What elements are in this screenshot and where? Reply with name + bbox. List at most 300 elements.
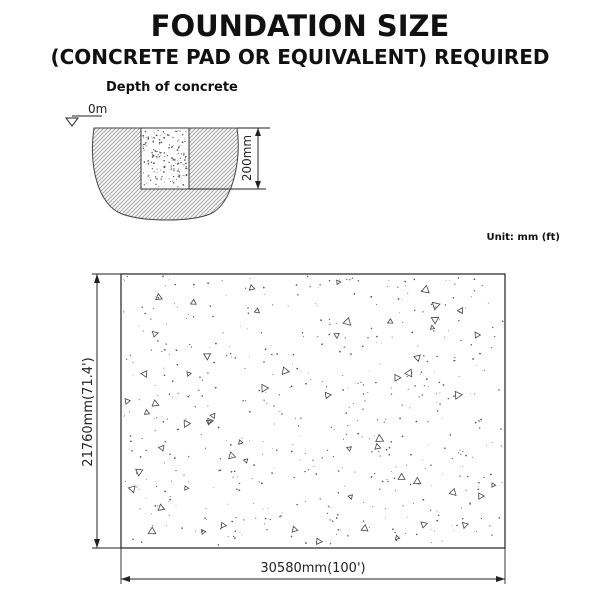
aggregate-speckle: [163, 368, 164, 369]
aggregate-speckle: [489, 525, 490, 526]
aggregate-speckle: [479, 353, 481, 355]
aggregate-speckle: [164, 182, 165, 183]
aggregate-speckle: [291, 386, 293, 388]
aggregate-speckle: [175, 131, 176, 132]
aggregate-speckle: [339, 351, 341, 353]
aggregate-speckle: [149, 177, 150, 178]
aggregate-speckle: [171, 481, 172, 482]
aggregate-speckle: [337, 514, 339, 516]
aggregate-speckle: [234, 470, 236, 472]
aggregate-speckle: [180, 162, 181, 163]
aggregate-speckle: [357, 383, 358, 384]
page-subtitle: (CONCRETE PAD OR EQUIVALENT) REQUIRED: [50, 45, 550, 69]
aggregate-speckle: [405, 533, 406, 534]
aggregate-speckle: [444, 447, 446, 449]
aggregate-speckle: [168, 147, 170, 149]
aggregate-speckle: [271, 354, 273, 356]
aggregate-speckle: [156, 135, 157, 136]
aggregate-speckle: [158, 297, 160, 299]
aggregate-speckle: [146, 137, 147, 138]
aggregate-speckle: [151, 162, 152, 163]
aggregate-speckle: [456, 525, 458, 527]
aggregate-speckle: [177, 186, 178, 187]
aggregate-speckle: [394, 532, 395, 533]
aggregate-speckle: [317, 336, 318, 337]
aggregate-speckle: [142, 135, 144, 137]
aggregate-speckle: [336, 517, 338, 519]
depth-arrow-bottom: [255, 181, 261, 189]
aggregate-speckle: [292, 364, 293, 365]
aggregate-speckle: [159, 151, 160, 152]
aggregate-speckle: [186, 168, 187, 169]
aggregate-speckle: [146, 145, 147, 146]
aggregate-speckle: [292, 444, 293, 445]
aggregate-speckle: [170, 181, 171, 182]
aggregate-speckle: [329, 324, 330, 325]
aggregate-speckle: [172, 380, 174, 382]
aggregate-speckle: [502, 482, 503, 483]
aggregate-speckle: [171, 157, 172, 158]
aggregate-speckle: [385, 518, 386, 519]
aggregate-speckle: [250, 278, 251, 279]
aggregate-speckle: [173, 168, 174, 169]
aggregate-speckle: [171, 166, 172, 167]
aggregate-speckle: [239, 532, 240, 533]
aggregate-speckle: [434, 531, 435, 532]
aggregate-speckle: [139, 489, 140, 490]
aggregate-speckle: [376, 342, 377, 343]
aggregate-speckle: [179, 176, 181, 178]
aggregate-speckle: [297, 294, 298, 295]
aggregate-speckle: [345, 337, 346, 338]
aggregate-speckle: [183, 164, 184, 165]
aggregate-speckle: [428, 444, 429, 445]
aggregate-speckle: [305, 383, 307, 385]
aggregate-speckle: [442, 418, 443, 419]
aggregate-speckle: [440, 404, 441, 405]
aggregate-speckle: [153, 138, 154, 139]
aggregate-speckle: [295, 418, 296, 419]
aggregate-speckle: [483, 477, 484, 478]
aggregate-speckle: [326, 386, 327, 387]
aggregate-speckle: [319, 284, 320, 285]
aggregate-speckle: [386, 479, 387, 480]
aggregate-speckle: [452, 526, 453, 527]
aggregate-speckle: [164, 374, 166, 376]
aggregate-speckle: [274, 424, 275, 425]
aggregate-speckle: [454, 357, 455, 358]
aggregate-speckle: [177, 149, 179, 151]
aggregate-speckle: [152, 157, 153, 158]
aggregate-speckle: [439, 403, 440, 404]
aggregate-speckle: [201, 395, 203, 397]
aggregate-speckle: [145, 131, 147, 133]
aggregate-speckle: [167, 155, 168, 156]
aggregate-speckle: [255, 518, 256, 519]
aggregate-speckle: [185, 131, 186, 132]
aggregate-speckle: [482, 285, 483, 286]
aggregate-speckle: [148, 163, 149, 164]
aggregate-speckle: [144, 313, 146, 315]
aggregate-speckle: [130, 354, 131, 355]
aggregate-speckle: [194, 287, 195, 288]
aggregate-speckle: [500, 428, 502, 430]
aggregate-speckle: [376, 304, 377, 305]
aggregate-speckle: [171, 168, 172, 169]
aggregate-speckle: [141, 541, 143, 543]
aggregate-speckle: [177, 160, 178, 161]
aggregate-speckle: [164, 166, 165, 167]
aggregate-speckle: [126, 359, 127, 360]
aggregate-speckle: [220, 469, 222, 471]
aggregate-speckle: [263, 287, 265, 289]
aggregate-speckle: [327, 513, 328, 514]
aggregate-speckle: [235, 517, 236, 518]
aggregate-speckle: [240, 326, 241, 327]
aggregate-speckle: [469, 504, 470, 505]
aggregate-speckle: [338, 529, 340, 531]
aggregate-speckle: [233, 536, 234, 537]
aggregate-speckle: [172, 137, 173, 138]
aggregate-speckle: [172, 397, 173, 398]
aggregate-speckle: [157, 168, 158, 169]
aggregate-speckle: [151, 513, 152, 514]
aggregate-speckle: [346, 279, 347, 280]
aggregate-speckle: [279, 516, 281, 518]
aggregate-speckle: [390, 441, 392, 443]
aggregate-speckle: [369, 438, 370, 439]
aggregate-speckle: [161, 142, 163, 144]
aggregate-speckle: [183, 154, 184, 155]
aggregate-speckle: [306, 542, 307, 543]
aggregate-speckle: [453, 395, 455, 397]
width-label: 30580mm(100'): [260, 561, 366, 576]
aggregate-speckle: [169, 279, 170, 280]
aggregate-speckle: [458, 452, 459, 453]
aggregate-speckle: [333, 456, 334, 457]
aggregate-speckle: [443, 473, 444, 474]
aggregate-speckle: [305, 453, 306, 454]
aggregate-speckle: [261, 332, 262, 333]
aggregate-speckle: [233, 477, 234, 478]
aggregate-speckle: [387, 286, 388, 287]
aggregate-speckle: [181, 153, 182, 154]
aggregate-speckle: [177, 170, 179, 172]
aggregate-speckle: [146, 479, 147, 480]
aggregate-speckle: [347, 425, 348, 426]
aggregate-speckle: [402, 322, 403, 323]
aggregate-speckle: [282, 512, 283, 513]
aggregate-speckle: [460, 340, 461, 341]
aggregate-speckle: [159, 156, 160, 157]
aggregate-speckle: [173, 170, 174, 171]
aggregate-speckle: [352, 278, 353, 279]
aggregate-speckle: [188, 482, 189, 483]
aggregate-speckle: [475, 422, 477, 424]
aggregate-speckle: [155, 156, 156, 157]
aggregate-speckle: [166, 525, 167, 526]
aggregate-speckle: [330, 323, 331, 324]
aggregate-speckle: [133, 375, 134, 376]
aggregate-speckle: [271, 345, 272, 346]
aggregate-speckle: [163, 171, 164, 172]
aggregate-speckle: [178, 163, 180, 165]
aggregate-speckle: [382, 481, 384, 483]
aggregate-speckle: [342, 389, 344, 391]
aggregate-speckle: [378, 451, 379, 452]
aggregate-speckle: [474, 278, 476, 280]
aggregate-speckle: [391, 394, 392, 395]
aggregate-speckle: [189, 344, 190, 345]
aggregate-speckle: [293, 354, 294, 355]
aggregate-speckle: [339, 279, 340, 280]
aggregate-speckle: [346, 434, 347, 435]
aggregate-speckle: [471, 344, 473, 346]
aggregate-speckle: [244, 368, 245, 369]
aggregate-speckle: [173, 159, 174, 160]
aggregate-speckle: [258, 390, 260, 392]
aggregate-speckle: [367, 392, 368, 393]
aggregate-speckle: [234, 537, 236, 539]
aggregate-speckle: [227, 504, 228, 505]
aggregate-speckle: [420, 374, 421, 375]
aggregate-speckle: [262, 454, 263, 455]
aggregate-speckle: [176, 179, 177, 180]
aggregate-speckle: [184, 139, 185, 140]
aggregate-speckle: [175, 470, 176, 471]
aggregate-speckle: [177, 393, 178, 394]
aggregate-speckle: [266, 403, 267, 404]
aggregate-speckle: [344, 347, 345, 348]
depth-label: 200mm: [240, 134, 254, 182]
aggregate-speckle: [184, 159, 186, 161]
aggregate-speckle: [448, 398, 449, 399]
aggregate-speckle: [161, 176, 162, 177]
aggregate-speckle: [427, 421, 428, 422]
aggregate-speckle: [130, 435, 132, 437]
aggregate-speckle: [154, 132, 155, 133]
aggregate-speckle: [168, 178, 169, 179]
aggregate-speckle: [276, 449, 278, 451]
aggregate-speckle: [409, 407, 410, 408]
aggregate-speckle: [265, 348, 267, 350]
aggregate-speckle: [158, 395, 159, 396]
aggregate-speckle: [154, 150, 156, 152]
aggregate-speckle: [247, 328, 248, 329]
aggregate-speckle: [481, 518, 482, 519]
aggregate-speckle: [428, 386, 429, 387]
aggregate-speckle: [391, 388, 392, 389]
aggregate-speckle: [222, 332, 223, 333]
aggregate-speckle: [340, 530, 341, 531]
aggregate-speckle: [345, 412, 347, 414]
aggregate-speckle: [431, 542, 432, 543]
aggregate-speckle: [427, 361, 428, 362]
aggregate-speckle: [155, 176, 157, 178]
aggregate-speckle: [130, 441, 132, 443]
aggregate-speckle: [336, 323, 337, 324]
aggregate-speckle: [287, 371, 288, 372]
aggregate-speckle: [298, 425, 299, 426]
aggregate-speckle: [147, 138, 149, 140]
aggregate-speckle: [158, 130, 159, 131]
aggregate-speckle: [388, 454, 390, 456]
aggregate-speckle: [179, 174, 181, 176]
aggregate-speckle: [395, 490, 396, 491]
aggregate-speckle: [478, 486, 479, 487]
aggregate-speckle: [265, 518, 267, 520]
aggregate-speckle: [369, 527, 370, 528]
aggregate-speckle: [321, 343, 323, 345]
aggregate-speckle: [478, 420, 479, 421]
aggregate-speckle: [124, 415, 125, 416]
aggregate-speckle: [308, 373, 309, 374]
aggregate-speckle: [349, 279, 350, 280]
aggregate-speckle: [431, 529, 432, 530]
aggregate-speckle: [363, 521, 364, 522]
aggregate-speckle: [414, 385, 416, 387]
aggregate-speckle: [363, 502, 364, 503]
concrete-pad-plan: [121, 274, 505, 548]
aggregate-speckle: [436, 356, 438, 358]
aggregate-speckle: [360, 382, 361, 383]
aggregate-speckle: [189, 395, 190, 396]
aggregate-speckle: [150, 180, 151, 181]
aggregate-speckle: [416, 534, 418, 536]
aggregate-speckle: [328, 506, 329, 507]
aggregate-speckle: [220, 458, 221, 459]
aggregate-speckle: [414, 279, 416, 281]
aggregate-speckle: [166, 343, 167, 344]
aggregate-speckle: [169, 515, 170, 516]
aggregate-speckle: [448, 330, 449, 331]
aggregate-speckle: [320, 319, 322, 321]
aggregate-speckle: [434, 372, 435, 373]
level-marker-icon: [66, 118, 78, 126]
aggregate-speckle: [153, 162, 155, 164]
aggregate-speckle: [304, 471, 305, 472]
aggregate-speckle: [175, 457, 176, 458]
aggregate-speckle: [154, 138, 155, 139]
aggregate-speckle: [245, 288, 246, 289]
aggregate-speckle: [357, 420, 358, 421]
aggregate-speckle: [178, 169, 179, 170]
aggregate-speckle: [177, 429, 178, 430]
aggregate-speckle: [168, 501, 169, 502]
aggregate-speckle: [157, 340, 159, 342]
aggregate-speckle: [148, 136, 150, 138]
aggregate-speckle: [414, 310, 415, 311]
aggregate-speckle: [137, 486, 138, 487]
aggregate-speckle: [153, 308, 154, 309]
aggregate-speckle: [174, 159, 175, 160]
aggregate-speckle: [241, 535, 242, 536]
aggregate-speckle: [293, 477, 294, 478]
aggregate-speckle: [153, 149, 154, 150]
aggregate-speckle: [123, 311, 124, 312]
aggregate-speckle: [132, 539, 134, 541]
aggregate-speckle: [376, 336, 378, 338]
aggregate-speckle: [155, 385, 156, 386]
aggregate-speckle: [177, 306, 178, 307]
aggregate-speckle: [436, 393, 437, 394]
aggregate-speckle: [158, 186, 159, 187]
aggregate-speckle: [273, 405, 274, 406]
aggregate-speckle: [374, 473, 375, 474]
aggregate-speckle: [322, 457, 323, 458]
aggregate-speckle: [253, 464, 255, 466]
aggregate-speckle: [152, 168, 153, 169]
aggregate-speckle: [318, 287, 319, 288]
aggregate-speckle: [402, 404, 403, 405]
aggregate-speckle: [237, 476, 238, 477]
aggregate-speckle: [156, 156, 158, 158]
aggregate-speckle: [424, 385, 425, 386]
aggregate-speckle: [213, 487, 214, 488]
aggregate-speckle: [176, 349, 178, 351]
aggregate-speckle: [412, 372, 413, 373]
aggregate-speckle: [177, 140, 178, 141]
aggregate-speckle: [435, 306, 436, 307]
aggregate-speckle: [430, 464, 431, 465]
aggregate-speckle: [494, 336, 495, 337]
aggregate-speckle: [357, 433, 359, 435]
aggregate-speckle: [460, 454, 461, 455]
aggregate-speckle: [263, 441, 264, 442]
aggregate-speckle: [413, 503, 414, 504]
aggregate-speckle: [370, 371, 371, 372]
aggregate-speckle: [439, 382, 441, 384]
aggregate-speckle: [405, 285, 406, 286]
aggregate-speckle: [164, 133, 165, 134]
aggregate-speckle: [472, 358, 474, 360]
aggregate-speckle: [174, 303, 175, 304]
aggregate-speckle: [205, 508, 206, 509]
aggregate-speckle: [482, 370, 483, 371]
aggregate-speckle: [171, 165, 172, 166]
aggregate-speckle: [153, 137, 154, 138]
aggregate-speckle: [182, 184, 184, 186]
aggregate-speckle: [375, 382, 377, 384]
aggregate-speckle: [239, 489, 241, 491]
aggregate-speckle: [477, 488, 479, 490]
aggregate-speckle: [459, 450, 460, 451]
aggregate-speckle: [408, 389, 409, 390]
aggregate-speckle: [389, 447, 391, 449]
aggregate-speckle: [458, 277, 459, 278]
aggregate-speckle: [173, 176, 174, 177]
aggregate-speckle: [397, 287, 398, 288]
aggregate-speckle: [143, 331, 144, 332]
aggregate-speckle: [377, 419, 378, 420]
aggregate-speckle: [157, 172, 158, 173]
aggregate-speckle: [490, 474, 492, 476]
aggregate-speckle: [169, 144, 170, 145]
aggregate-speckle: [176, 364, 178, 366]
aggregate-speckle: [188, 314, 189, 315]
aggregate-speckle: [193, 284, 195, 286]
aggregate-speckle: [213, 362, 215, 364]
ground-level-label: 0m: [88, 102, 108, 116]
aggregate-speckle: [155, 297, 156, 298]
aggregate-speckle: [343, 439, 344, 440]
aggregate-speckle: [442, 541, 443, 542]
aggregate-speckle: [218, 470, 219, 471]
aggregate-speckle: [329, 519, 330, 520]
aggregate-speckle: [164, 462, 165, 463]
aggregate-speckle: [175, 163, 176, 164]
aggregate-speckle: [391, 471, 392, 472]
